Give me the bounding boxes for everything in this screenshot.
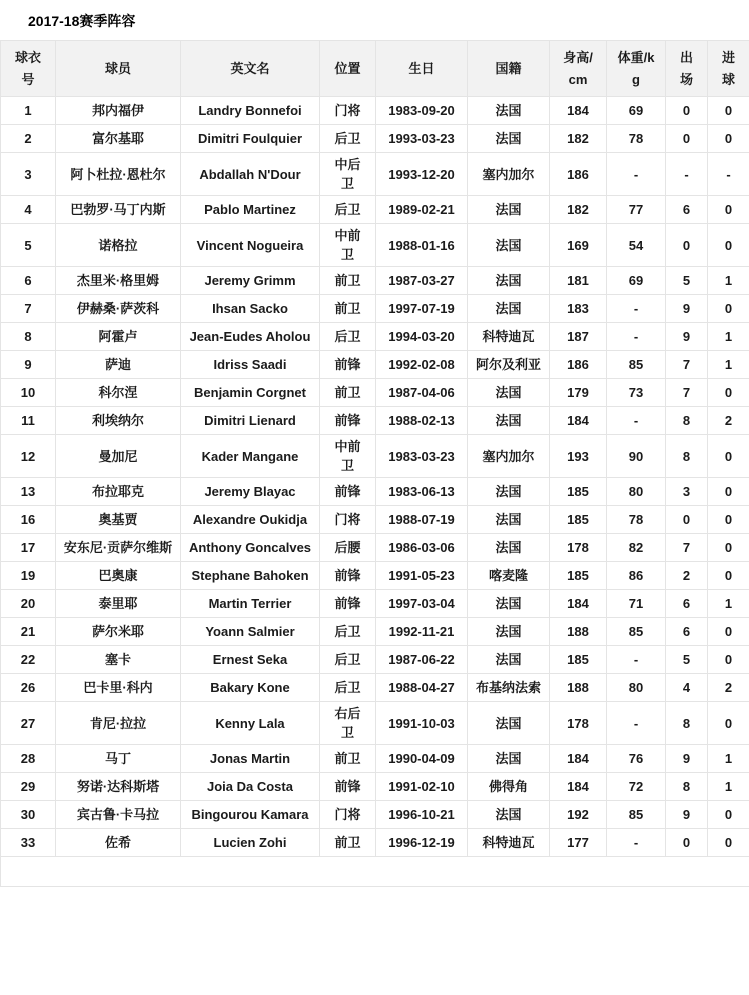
cell-weight: - (607, 702, 666, 745)
cell-no: 22 (1, 646, 56, 674)
cell-goals: 2 (708, 674, 749, 702)
cell-birthday: 1997-07-19 (376, 295, 468, 323)
table-row (1, 801, 749, 829)
table-row (1, 745, 749, 773)
cell-height: 184 (550, 773, 607, 801)
cell-goals: 1 (708, 323, 749, 351)
cell-height: 185 (550, 506, 607, 534)
cell-name_cn: 萨迪 (56, 351, 181, 379)
cell-height: 184 (550, 590, 607, 618)
cell-goals: 0 (708, 379, 749, 407)
table-row (1, 125, 749, 153)
cell-name_en: Dimitri Lienard (181, 407, 320, 435)
cell-appearances: 9 (666, 801, 708, 829)
cell-position: 门将 (320, 801, 376, 829)
col-header-weight: 体重/kg (607, 41, 666, 97)
cell-name_en: Idriss Saadi (181, 351, 320, 379)
cell-no: 11 (1, 407, 56, 435)
table-body (1, 97, 749, 857)
cell-goals: 0 (708, 478, 749, 506)
table-row (1, 478, 749, 506)
cell-name_en: Lucien Zohi (181, 829, 320, 857)
footer-empty-cell (1, 857, 749, 887)
col-header-height: 身高/cm (550, 41, 607, 97)
cell-birthday: 1987-04-06 (376, 379, 468, 407)
cell-height: 184 (550, 97, 607, 125)
cell-height: 183 (550, 295, 607, 323)
cell-name_en: Jeremy Grimm (181, 267, 320, 295)
cell-appearances: 5 (666, 267, 708, 295)
cell-birthday: 1988-04-27 (376, 674, 468, 702)
cell-birthday: 1993-12-20 (376, 153, 468, 196)
cell-nationality: 法国 (468, 295, 550, 323)
table-row (1, 773, 749, 801)
cell-height: 187 (550, 323, 607, 351)
cell-goals: 0 (708, 435, 749, 478)
cell-appearances: 5 (666, 646, 708, 674)
cell-name_en: Yoann Salmier (181, 618, 320, 646)
cell-name_en: Joia Da Costa (181, 773, 320, 801)
table-row (1, 267, 749, 295)
cell-nationality: 科特迪瓦 (468, 829, 550, 857)
cell-height: 186 (550, 153, 607, 196)
cell-weight: 78 (607, 125, 666, 153)
cell-nationality: 法国 (468, 506, 550, 534)
cell-appearances: 8 (666, 435, 708, 478)
cell-appearances: 9 (666, 295, 708, 323)
cell-goals: 0 (708, 702, 749, 745)
cell-goals: 0 (708, 618, 749, 646)
table-row (1, 323, 749, 351)
cell-name_en: Jonas Martin (181, 745, 320, 773)
cell-birthday: 1996-12-19 (376, 829, 468, 857)
cell-appearances: 6 (666, 590, 708, 618)
cell-weight: 86 (607, 562, 666, 590)
cell-goals: - (708, 153, 749, 196)
cell-birthday: 1988-07-19 (376, 506, 468, 534)
cell-no: 29 (1, 773, 56, 801)
cell-name_en: Pablo Martinez (181, 196, 320, 224)
col-header-position: 位置 (320, 41, 376, 97)
cell-no: 12 (1, 435, 56, 478)
cell-nationality: 喀麦隆 (468, 562, 550, 590)
table-row (1, 196, 749, 224)
cell-goals: 0 (708, 295, 749, 323)
cell-weight: - (607, 407, 666, 435)
cell-name_en: Jeremy Blayac (181, 478, 320, 506)
cell-goals: 1 (708, 351, 749, 379)
cell-position: 前卫 (320, 295, 376, 323)
cell-birthday: 1983-03-23 (376, 435, 468, 478)
cell-position: 前锋 (320, 351, 376, 379)
cell-no: 2 (1, 125, 56, 153)
header-row (1, 41, 749, 97)
table-row (1, 295, 749, 323)
cell-appearances: 7 (666, 379, 708, 407)
cell-position: 后卫 (320, 196, 376, 224)
cell-height: 193 (550, 435, 607, 478)
cell-weight: 80 (607, 674, 666, 702)
cell-appearances: 4 (666, 674, 708, 702)
cell-height: 185 (550, 478, 607, 506)
cell-weight: 80 (607, 478, 666, 506)
cell-appearances: 6 (666, 196, 708, 224)
cell-weight: 85 (607, 618, 666, 646)
cell-nationality: 佛得角 (468, 773, 550, 801)
cell-height: 182 (550, 196, 607, 224)
table-row (1, 351, 749, 379)
cell-position: 后卫 (320, 323, 376, 351)
cell-birthday: 1992-11-21 (376, 618, 468, 646)
cell-nationality: 法国 (468, 590, 550, 618)
cell-name_en: Benjamin Corgnet (181, 379, 320, 407)
cell-weight: 54 (607, 224, 666, 267)
cell-height: 185 (550, 562, 607, 590)
cell-weight: 85 (607, 801, 666, 829)
cell-no: 26 (1, 674, 56, 702)
cell-nationality: 法国 (468, 267, 550, 295)
cell-position: 后卫 (320, 618, 376, 646)
page-title: 2017-18赛季阵容 (28, 13, 136, 29)
cell-name_en: Kader Mangane (181, 435, 320, 478)
col-header-birthday: 生日 (376, 41, 468, 97)
cell-appearances: 9 (666, 745, 708, 773)
cell-weight: - (607, 295, 666, 323)
cell-goals: 1 (708, 773, 749, 801)
cell-height: 178 (550, 702, 607, 745)
cell-no: 10 (1, 379, 56, 407)
cell-position: 后卫 (320, 674, 376, 702)
cell-appearances: 9 (666, 323, 708, 351)
cell-position: 前卫 (320, 379, 376, 407)
cell-no: 30 (1, 801, 56, 829)
cell-height: 179 (550, 379, 607, 407)
cell-goals: 1 (708, 590, 749, 618)
cell-height: 186 (550, 351, 607, 379)
cell-goals: 1 (708, 745, 749, 773)
cell-nationality: 布基纳法索 (468, 674, 550, 702)
cell-nationality: 塞内加尔 (468, 153, 550, 196)
cell-height: 177 (550, 829, 607, 857)
cell-weight: - (607, 323, 666, 351)
table-row (1, 153, 749, 196)
cell-position: 中前卫 (320, 435, 376, 478)
col-header-goals: 进球 (708, 41, 749, 97)
cell-name_cn: 富尔基耶 (56, 125, 181, 153)
cell-goals: 0 (708, 562, 749, 590)
cell-name_cn: 肯尼·拉拉 (56, 702, 181, 745)
cell-name_cn: 利埃纳尔 (56, 407, 181, 435)
cell-appearances: 8 (666, 407, 708, 435)
cell-weight: 76 (607, 745, 666, 773)
cell-name_en: Stephane Bahoken (181, 562, 320, 590)
col-header-nationality: 国籍 (468, 41, 550, 97)
cell-no: 3 (1, 153, 56, 196)
cell-no: 19 (1, 562, 56, 590)
cell-position: 右后卫 (320, 702, 376, 745)
cell-height: 188 (550, 674, 607, 702)
cell-weight: - (607, 153, 666, 196)
table-row (1, 702, 749, 745)
cell-goals: 0 (708, 506, 749, 534)
cell-name_en: Landry Bonnefoi (181, 97, 320, 125)
cell-no: 27 (1, 702, 56, 745)
cell-height: 181 (550, 267, 607, 295)
cell-birthday: 1994-03-20 (376, 323, 468, 351)
cell-goals: 0 (708, 125, 749, 153)
cell-weight: 82 (607, 534, 666, 562)
cell-appearances: 7 (666, 534, 708, 562)
cell-name_cn: 萨尔米耶 (56, 618, 181, 646)
cell-birthday: 1987-03-27 (376, 267, 468, 295)
cell-name_cn: 马丁 (56, 745, 181, 773)
cell-weight: 72 (607, 773, 666, 801)
cell-name_en: Dimitri Foulquier (181, 125, 320, 153)
cell-position: 前卫 (320, 267, 376, 295)
table-row (1, 435, 749, 478)
cell-goals: 0 (708, 224, 749, 267)
cell-weight: 69 (607, 267, 666, 295)
cell-name_cn: 塞卡 (56, 646, 181, 674)
cell-birthday: 1988-02-13 (376, 407, 468, 435)
cell-height: 188 (550, 618, 607, 646)
cell-name_cn: 努诺·达科斯塔 (56, 773, 181, 801)
cell-appearances: 0 (666, 125, 708, 153)
cell-name_en: Ernest Seka (181, 646, 320, 674)
cell-name_cn: 曼加尼 (56, 435, 181, 478)
cell-height: 178 (550, 534, 607, 562)
cell-no: 16 (1, 506, 56, 534)
cell-name_cn: 安东尼·贡萨尔维斯 (56, 534, 181, 562)
cell-birthday: 1989-02-21 (376, 196, 468, 224)
cell-birthday: 1991-05-23 (376, 562, 468, 590)
cell-position: 中前卫 (320, 224, 376, 267)
cell-no: 9 (1, 351, 56, 379)
cell-name_en: Bingourou Kamara (181, 801, 320, 829)
cell-nationality: 法国 (468, 407, 550, 435)
cell-position: 后腰 (320, 534, 376, 562)
cell-name_cn: 佐希 (56, 829, 181, 857)
cell-name_cn: 阿霍卢 (56, 323, 181, 351)
cell-height: 192 (550, 801, 607, 829)
table-row (1, 674, 749, 702)
cell-weight: 85 (607, 351, 666, 379)
cell-position: 前锋 (320, 562, 376, 590)
cell-no: 20 (1, 590, 56, 618)
cell-name_en: Anthony Goncalves (181, 534, 320, 562)
cell-appearances: 7 (666, 351, 708, 379)
cell-weight: - (607, 646, 666, 674)
cell-weight: 71 (607, 590, 666, 618)
table-row (1, 646, 749, 674)
cell-no: 13 (1, 478, 56, 506)
cell-birthday: 1991-02-10 (376, 773, 468, 801)
cell-birthday: 1988-01-16 (376, 224, 468, 267)
cell-nationality: 法国 (468, 224, 550, 267)
cell-height: 184 (550, 407, 607, 435)
cell-appearances: 3 (666, 478, 708, 506)
cell-goals: 0 (708, 97, 749, 125)
cell-weight: 77 (607, 196, 666, 224)
table-row (1, 562, 749, 590)
cell-name_cn: 泰里耶 (56, 590, 181, 618)
cell-birthday: 1997-03-04 (376, 590, 468, 618)
cell-no: 17 (1, 534, 56, 562)
cell-no: 1 (1, 97, 56, 125)
cell-weight: 78 (607, 506, 666, 534)
cell-birthday: 1987-06-22 (376, 646, 468, 674)
cell-appearances: 0 (666, 829, 708, 857)
cell-height: 184 (550, 745, 607, 773)
cell-appearances: 2 (666, 562, 708, 590)
cell-birthday: 1993-03-23 (376, 125, 468, 153)
cell-no: 28 (1, 745, 56, 773)
footer-row (1, 857, 749, 887)
cell-height: 185 (550, 646, 607, 674)
cell-no: 8 (1, 323, 56, 351)
cell-name_en: Bakary Kone (181, 674, 320, 702)
cell-name_en: Vincent Nogueira (181, 224, 320, 267)
cell-name_cn: 宾古鲁·卡马拉 (56, 801, 181, 829)
table-row (1, 506, 749, 534)
cell-name_en: Kenny Lala (181, 702, 320, 745)
cell-position: 门将 (320, 97, 376, 125)
cell-appearances: 0 (666, 224, 708, 267)
cell-no: 6 (1, 267, 56, 295)
cell-weight: 73 (607, 379, 666, 407)
cell-appearances: 0 (666, 506, 708, 534)
cell-no: 33 (1, 829, 56, 857)
cell-no: 7 (1, 295, 56, 323)
cell-name_cn: 伊赫桑·萨茨科 (56, 295, 181, 323)
cell-weight: 69 (607, 97, 666, 125)
cell-name_cn: 巴卡里·科内 (56, 674, 181, 702)
table-row (1, 379, 749, 407)
cell-nationality: 法国 (468, 196, 550, 224)
cell-no: 21 (1, 618, 56, 646)
cell-position: 前卫 (320, 829, 376, 857)
cell-birthday: 1996-10-21 (376, 801, 468, 829)
cell-nationality: 法国 (468, 646, 550, 674)
cell-goals: 0 (708, 829, 749, 857)
cell-nationality: 法国 (468, 97, 550, 125)
cell-goals: 0 (708, 801, 749, 829)
cell-goals: 0 (708, 196, 749, 224)
cell-nationality: 法国 (468, 801, 550, 829)
cell-position: 前卫 (320, 745, 376, 773)
cell-weight: - (607, 829, 666, 857)
cell-name_en: Ihsan Sacko (181, 295, 320, 323)
cell-birthday: 1983-09-20 (376, 97, 468, 125)
col-header-no: 球衣号 (1, 41, 56, 97)
cell-position: 前锋 (320, 407, 376, 435)
cell-position: 后卫 (320, 646, 376, 674)
cell-birthday: 1992-02-08 (376, 351, 468, 379)
cell-nationality: 法国 (468, 745, 550, 773)
cell-name_cn: 杰里米·格里姆 (56, 267, 181, 295)
cell-nationality: 科特迪瓦 (468, 323, 550, 351)
cell-name_cn: 阿卜杜拉·恩杜尔 (56, 153, 181, 196)
cell-no: 5 (1, 224, 56, 267)
table-row (1, 224, 749, 267)
cell-nationality: 法国 (468, 702, 550, 745)
cell-position: 前锋 (320, 478, 376, 506)
cell-position: 门将 (320, 506, 376, 534)
cell-goals: 0 (708, 534, 749, 562)
cell-appearances: 0 (666, 97, 708, 125)
col-header-name_en: 英文名 (181, 41, 320, 97)
cell-nationality: 法国 (468, 534, 550, 562)
col-header-name_cn: 球员 (56, 41, 181, 97)
cell-name_cn: 巴奥康 (56, 562, 181, 590)
cell-birthday: 1991-10-03 (376, 702, 468, 745)
table-row (1, 618, 749, 646)
cell-height: 169 (550, 224, 607, 267)
cell-position: 前锋 (320, 773, 376, 801)
table-row (1, 97, 749, 125)
cell-appearances: 8 (666, 773, 708, 801)
cell-name_cn: 邦内福伊 (56, 97, 181, 125)
cell-appearances: 6 (666, 618, 708, 646)
cell-nationality: 法国 (468, 379, 550, 407)
table-row (1, 590, 749, 618)
cell-name_en: Jean-Eudes Aholou (181, 323, 320, 351)
cell-name_cn: 布拉耶克 (56, 478, 181, 506)
cell-position: 前锋 (320, 590, 376, 618)
col-header-appearances: 出场 (666, 41, 708, 97)
squad-table (0, 40, 749, 887)
cell-nationality: 法国 (468, 618, 550, 646)
cell-name_cn: 奥基贾 (56, 506, 181, 534)
cell-nationality: 阿尔及利亚 (468, 351, 550, 379)
cell-birthday: 1990-04-09 (376, 745, 468, 773)
cell-appearances: - (666, 153, 708, 196)
table-row (1, 829, 749, 857)
cell-birthday: 1986-03-06 (376, 534, 468, 562)
cell-goals: 0 (708, 646, 749, 674)
cell-nationality: 法国 (468, 478, 550, 506)
cell-birthday: 1983-06-13 (376, 478, 468, 506)
cell-nationality: 法国 (468, 125, 550, 153)
cell-weight: 90 (607, 435, 666, 478)
cell-name_cn: 巴勃罗·马丁内斯 (56, 196, 181, 224)
cell-height: 182 (550, 125, 607, 153)
cell-goals: 1 (708, 267, 749, 295)
cell-name_en: Abdallah N'Dour (181, 153, 320, 196)
cell-name_cn: 科尔涅 (56, 379, 181, 407)
cell-goals: 2 (708, 407, 749, 435)
table-row (1, 407, 749, 435)
cell-name_en: Alexandre Oukidja (181, 506, 320, 534)
cell-no: 4 (1, 196, 56, 224)
cell-position: 中后卫 (320, 153, 376, 196)
cell-name_cn: 诺格拉 (56, 224, 181, 267)
cell-appearances: 8 (666, 702, 708, 745)
table-row (1, 534, 749, 562)
cell-name_en: Martin Terrier (181, 590, 320, 618)
cell-position: 后卫 (320, 125, 376, 153)
cell-nationality: 塞内加尔 (468, 435, 550, 478)
